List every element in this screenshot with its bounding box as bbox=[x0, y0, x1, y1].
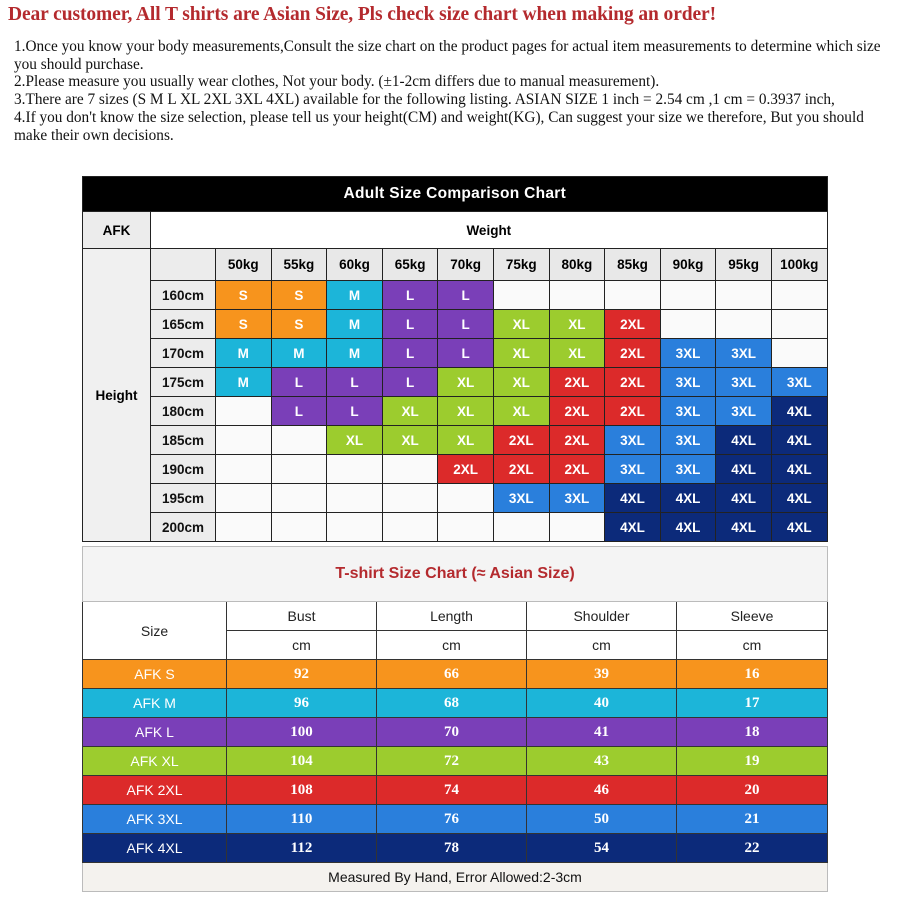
weight-column-header: 55kg bbox=[271, 249, 327, 281]
height-value: 190cm bbox=[151, 455, 216, 484]
sleeve-header: Sleeve bbox=[677, 602, 828, 631]
empty-cell bbox=[271, 426, 327, 455]
size-cell: L bbox=[382, 310, 438, 339]
size-cell: 4XL bbox=[771, 397, 827, 426]
height-header: Height bbox=[83, 249, 151, 542]
weight-column-header: 95kg bbox=[716, 249, 772, 281]
size-cell: 3XL bbox=[660, 455, 716, 484]
size-cell: L bbox=[271, 368, 327, 397]
size-label: AFK S bbox=[83, 660, 227, 689]
size-cell: L bbox=[327, 368, 383, 397]
note-2: 2.Please measure you usually wear clothes, Not your body. (±1-2cm differs due to manual measurement). bbox=[14, 73, 660, 91]
size-cell: XL bbox=[438, 397, 494, 426]
height-value: 195cm bbox=[151, 484, 216, 513]
tshirt-title: T-shirt Size Chart (≈ Asian Size) bbox=[83, 547, 828, 602]
weight-column-header: 50kg bbox=[216, 249, 272, 281]
size-cell: M bbox=[216, 339, 272, 368]
size-cell: M bbox=[327, 310, 383, 339]
size-cell: 3XL bbox=[660, 339, 716, 368]
measurement-value: 43 bbox=[527, 747, 677, 776]
measurement-value: 110 bbox=[227, 805, 377, 834]
height-row bbox=[83, 426, 828, 455]
size-cell: 4XL bbox=[605, 513, 661, 542]
size-cell: M bbox=[327, 281, 383, 310]
measurement-note: Measured By Hand, Error Allowed:2-3cm bbox=[83, 863, 828, 892]
measurement-value: 41 bbox=[527, 718, 677, 747]
shoulder-header: Shoulder bbox=[527, 602, 677, 631]
height-row bbox=[83, 397, 828, 426]
size-label: AFK 4XL bbox=[83, 834, 227, 863]
comparison-title: Adult Size Comparison Chart bbox=[83, 177, 828, 212]
measurement-value: 92 bbox=[227, 660, 377, 689]
size-cell: L bbox=[271, 397, 327, 426]
height-row bbox=[83, 281, 828, 310]
size-cell: XL bbox=[493, 339, 549, 368]
height-value: 200cm bbox=[151, 513, 216, 542]
size-cell: 4XL bbox=[771, 484, 827, 513]
empty-cell bbox=[605, 281, 661, 310]
size-cell: 4XL bbox=[771, 426, 827, 455]
measurement-value: 76 bbox=[377, 805, 527, 834]
size-cell: 2XL bbox=[605, 310, 661, 339]
size-cell: 2XL bbox=[549, 397, 605, 426]
empty-cell bbox=[382, 513, 438, 542]
size-row bbox=[83, 805, 828, 834]
size-cell: 3XL bbox=[716, 397, 772, 426]
size-cell: L bbox=[382, 281, 438, 310]
size-cell: L bbox=[438, 339, 494, 368]
empty-cell bbox=[771, 310, 827, 339]
size-cell: XL bbox=[382, 397, 438, 426]
size-cell: 4XL bbox=[771, 513, 827, 542]
measurement-value: 54 bbox=[527, 834, 677, 863]
size-cell: 4XL bbox=[660, 513, 716, 542]
measurement-value: 70 bbox=[377, 718, 527, 747]
height-value: 165cm bbox=[151, 310, 216, 339]
measurement-value: 78 bbox=[377, 834, 527, 863]
size-cell: 3XL bbox=[660, 397, 716, 426]
height-row bbox=[83, 368, 828, 397]
weight-column-header: 70kg bbox=[438, 249, 494, 281]
size-row bbox=[83, 660, 828, 689]
empty-cell bbox=[327, 484, 383, 513]
height-row bbox=[83, 310, 828, 339]
size-cell: S bbox=[216, 281, 272, 310]
note-1: 1.Once you know your body measurements,Consult the size chart on the product pages for actual item measurements to determine which size you should purchase. bbox=[14, 38, 881, 73]
measurement-value: 74 bbox=[377, 776, 527, 805]
empty-cell bbox=[216, 397, 272, 426]
empty-cell bbox=[271, 513, 327, 542]
size-cell: M bbox=[327, 339, 383, 368]
size-row bbox=[83, 747, 828, 776]
size-row bbox=[83, 776, 828, 805]
size-label: AFK 2XL bbox=[83, 776, 227, 805]
shoulder-unit: cm bbox=[527, 631, 677, 660]
size-cell: 3XL bbox=[660, 426, 716, 455]
empty-cell bbox=[271, 455, 327, 484]
bust-unit: cm bbox=[227, 631, 377, 660]
size-label: AFK M bbox=[83, 689, 227, 718]
size-cell: 4XL bbox=[716, 455, 772, 484]
measurement-value: 104 bbox=[227, 747, 377, 776]
measurement-value: 16 bbox=[677, 660, 828, 689]
size-cell: 3XL bbox=[549, 484, 605, 513]
size-label: AFK L bbox=[83, 718, 227, 747]
size-cell: 3XL bbox=[660, 368, 716, 397]
size-label: AFK 3XL bbox=[83, 805, 227, 834]
size-cell: 3XL bbox=[716, 339, 772, 368]
empty-cell bbox=[327, 513, 383, 542]
measurement-value: 22 bbox=[677, 834, 828, 863]
size-cell: M bbox=[216, 368, 272, 397]
note-4: 4.If you don't know the size selection, please tell us your height(CM) and weight(KG), Can suggest your size we therefore, But you should make their own decisions. bbox=[14, 108, 864, 144]
tshirt-size-chart bbox=[82, 546, 827, 892]
empty-cell bbox=[271, 484, 327, 513]
weight-column-header: 90kg bbox=[660, 249, 716, 281]
instructions bbox=[14, 38, 894, 144]
empty-cell bbox=[549, 281, 605, 310]
measurement-value: 20 bbox=[677, 776, 828, 805]
empty-cell bbox=[216, 426, 272, 455]
weight-column-header: 75kg bbox=[493, 249, 549, 281]
size-cell: 2XL bbox=[549, 368, 605, 397]
length-unit: cm bbox=[377, 631, 527, 660]
weight-column-header: 80kg bbox=[549, 249, 605, 281]
size-cell: 2XL bbox=[493, 455, 549, 484]
empty-cell bbox=[327, 455, 383, 484]
measurement-value: 18 bbox=[677, 718, 828, 747]
size-cell: XL bbox=[493, 310, 549, 339]
brand-label: AFK bbox=[83, 212, 151, 249]
weight-column-header: 60kg bbox=[327, 249, 383, 281]
size-cell: 2XL bbox=[605, 368, 661, 397]
empty-cell bbox=[493, 513, 549, 542]
measurement-value: 100 bbox=[227, 718, 377, 747]
size-comparison-chart bbox=[82, 176, 827, 542]
size-cell: 4XL bbox=[716, 426, 772, 455]
size-cell: 4XL bbox=[660, 484, 716, 513]
measurement-value: 17 bbox=[677, 689, 828, 718]
size-row bbox=[83, 718, 828, 747]
size-cell: L bbox=[438, 281, 494, 310]
measurement-value: 68 bbox=[377, 689, 527, 718]
size-cell: 3XL bbox=[716, 368, 772, 397]
size-cell: XL bbox=[493, 397, 549, 426]
size-cell: XL bbox=[493, 368, 549, 397]
empty-cell bbox=[660, 281, 716, 310]
size-cell: 2XL bbox=[549, 455, 605, 484]
measurement-value: 46 bbox=[527, 776, 677, 805]
height-row bbox=[83, 513, 828, 542]
size-cell: 4XL bbox=[716, 484, 772, 513]
empty-cell bbox=[216, 513, 272, 542]
page-headline: Dear customer, All T shirts are Asian Size, Pls check size chart when making an order! bbox=[8, 4, 716, 25]
measurement-value: 50 bbox=[527, 805, 677, 834]
note-3: 3.There are 7 sizes (S M L XL 2XL 3XL 4XL) available for the following listing. ASIAN SIZE 1 inch = 2.54 cm ,1 cm = 0.3937 inch, bbox=[14, 91, 835, 109]
empty-cell bbox=[771, 281, 827, 310]
tshirt-table bbox=[82, 546, 828, 892]
empty-cell bbox=[771, 339, 827, 368]
empty-cell bbox=[216, 484, 272, 513]
height-row bbox=[83, 484, 828, 513]
weight-column-header: 65kg bbox=[382, 249, 438, 281]
measurement-value: 19 bbox=[677, 747, 828, 776]
measurement-value: 39 bbox=[527, 660, 677, 689]
size-cell: L bbox=[438, 310, 494, 339]
height-value: 185cm bbox=[151, 426, 216, 455]
weight-header: Weight bbox=[151, 212, 828, 249]
weight-column-header: 100kg bbox=[771, 249, 827, 281]
size-cell: XL bbox=[382, 426, 438, 455]
empty-cell bbox=[438, 513, 494, 542]
measurement-value: 96 bbox=[227, 689, 377, 718]
measurement-value: 72 bbox=[377, 747, 527, 776]
sleeve-unit: cm bbox=[677, 631, 828, 660]
size-cell: XL bbox=[438, 426, 494, 455]
measurement-value: 66 bbox=[377, 660, 527, 689]
height-row bbox=[83, 339, 828, 368]
size-cell: 4XL bbox=[605, 484, 661, 513]
height-value: 160cm bbox=[151, 281, 216, 310]
empty-cell bbox=[216, 455, 272, 484]
size-cell: 3XL bbox=[771, 368, 827, 397]
empty-cell bbox=[716, 310, 772, 339]
size-cell: 2XL bbox=[438, 455, 494, 484]
size-cell: 3XL bbox=[493, 484, 549, 513]
size-cell: XL bbox=[327, 426, 383, 455]
size-cell: M bbox=[271, 339, 327, 368]
size-cell: L bbox=[327, 397, 383, 426]
size-cell: 3XL bbox=[605, 426, 661, 455]
empty-cell bbox=[549, 513, 605, 542]
size-cell: 3XL bbox=[605, 455, 661, 484]
height-row bbox=[83, 455, 828, 484]
empty-cell bbox=[716, 281, 772, 310]
corner-cell bbox=[151, 249, 216, 281]
size-cell: XL bbox=[549, 310, 605, 339]
weight-column-header: 85kg bbox=[605, 249, 661, 281]
size-cell: L bbox=[382, 339, 438, 368]
empty-cell bbox=[382, 484, 438, 513]
height-value: 170cm bbox=[151, 339, 216, 368]
measurement-value: 112 bbox=[227, 834, 377, 863]
size-cell: L bbox=[382, 368, 438, 397]
measurement-value: 108 bbox=[227, 776, 377, 805]
height-value: 180cm bbox=[151, 397, 216, 426]
size-cell: S bbox=[271, 281, 327, 310]
bust-header: Bust bbox=[227, 602, 377, 631]
size-cell: S bbox=[271, 310, 327, 339]
empty-cell bbox=[660, 310, 716, 339]
size-cell: XL bbox=[549, 339, 605, 368]
size-label: AFK XL bbox=[83, 747, 227, 776]
size-cell: S bbox=[216, 310, 272, 339]
size-cell: 4XL bbox=[716, 513, 772, 542]
size-cell: 2XL bbox=[605, 397, 661, 426]
length-header: Length bbox=[377, 602, 527, 631]
size-row bbox=[83, 834, 828, 863]
comparison-table bbox=[82, 176, 828, 542]
empty-cell bbox=[382, 455, 438, 484]
size-cell: 4XL bbox=[771, 455, 827, 484]
empty-cell bbox=[493, 281, 549, 310]
size-cell: 2XL bbox=[493, 426, 549, 455]
size-cell: 2XL bbox=[605, 339, 661, 368]
measurement-value: 40 bbox=[527, 689, 677, 718]
size-cell: 2XL bbox=[549, 426, 605, 455]
height-value: 175cm bbox=[151, 368, 216, 397]
size-column-header: Size bbox=[83, 602, 227, 660]
size-cell: XL bbox=[438, 368, 494, 397]
size-row bbox=[83, 689, 828, 718]
empty-cell bbox=[438, 484, 494, 513]
measurement-value: 21 bbox=[677, 805, 828, 834]
